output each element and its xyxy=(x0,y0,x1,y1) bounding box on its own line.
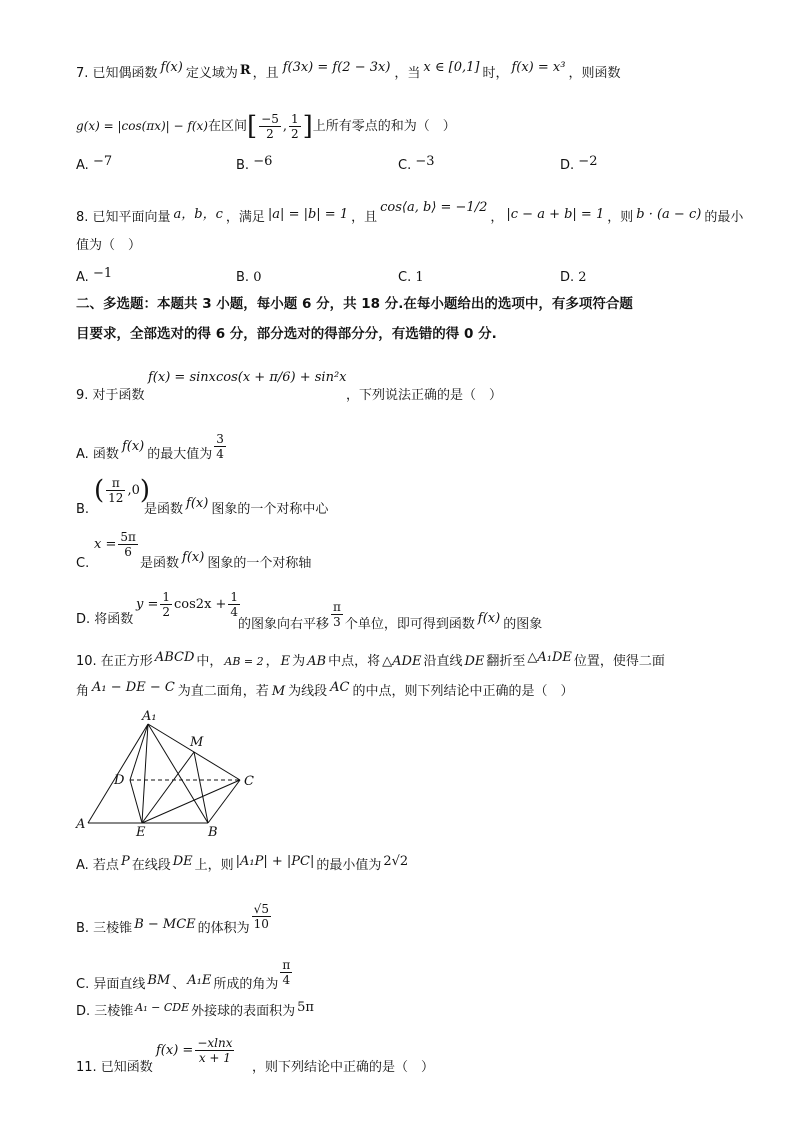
q10-line2b: 为直二面角，若 xyxy=(177,684,269,699)
q9-c-mid: 是函数 xyxy=(140,556,180,571)
q9-func: f(x) = sinxcos(x + π/6) + sin²x xyxy=(148,370,347,385)
q9-d-fx: f(x) xyxy=(477,611,501,626)
q10-midpt: 中点，将 xyxy=(328,654,381,669)
q10-d-val: 5π xyxy=(297,1000,314,1015)
q10-d-pre: D. 三棱锥 xyxy=(76,1004,134,1019)
q10-ab2: AB = 2 xyxy=(224,655,264,668)
q7-option-d[interactable] xyxy=(560,156,597,176)
q7-and: ，且 xyxy=(252,66,279,81)
q11-fx: f(x) = xyxy=(156,1043,194,1058)
q10-mid: 中， xyxy=(196,654,223,669)
q9-b-pi-12: $\frac{\pi}{12}$ xyxy=(108,476,124,505)
q10-AB: AB xyxy=(307,654,327,669)
q8-line1 xyxy=(76,200,744,228)
q10-fold: 翻折至 xyxy=(486,654,526,669)
q8-option-b[interactable] xyxy=(236,268,261,288)
q9-a-value: $\frac{3}{4}$ xyxy=(216,432,224,461)
label-c: C xyxy=(244,774,254,789)
q10-pyramid-figure xyxy=(72,706,272,838)
q9-b-paren-left: ( xyxy=(94,475,105,506)
edge-b-c xyxy=(208,780,240,823)
q7-neg-five-halves: $\frac{-5}{2}$ xyxy=(261,112,279,141)
q8-option-d[interactable] xyxy=(560,268,587,288)
q8-sep: ， xyxy=(490,210,504,225)
label-d: D xyxy=(114,773,125,788)
q7-cond: x ∈ [0,1] xyxy=(423,60,480,75)
q10-M: M xyxy=(271,684,286,699)
q8-line2 xyxy=(76,236,141,256)
q8-vecs: a，b，c xyxy=(173,207,223,222)
q10-d-tail: 外接球的表面积为 xyxy=(191,1004,296,1019)
q9-d-mid2: 个单位，即可得到函数 xyxy=(344,617,475,632)
q8-option-a[interactable] xyxy=(76,268,112,288)
q8-then: ，则 xyxy=(607,210,634,225)
option-label: A. xyxy=(76,158,89,173)
q8-cos: cos⟨a, b⟩ = −1/2 xyxy=(380,200,488,215)
option-value: 2 xyxy=(578,270,587,285)
q9-d-text: D. 将函数 xyxy=(76,612,134,627)
option-label: C. xyxy=(398,270,412,285)
q9-d-cos: cos2x + xyxy=(174,597,227,612)
q7-fx: f(x) xyxy=(160,60,183,75)
q10-a-DE: DE xyxy=(172,854,193,869)
q8-norm: |a| = |b| = 1 xyxy=(267,207,349,222)
q9-c-eq-wrap xyxy=(94,530,140,570)
q11-num: 11. 已知函数 xyxy=(76,1060,153,1075)
q7-then: ，则函数 xyxy=(568,66,621,81)
section2-line2: 目要求，全部选对的得 6 分，部分选对的得部分分，有选错的得 0 分. xyxy=(76,326,497,342)
q7-eq2: f(x) = x³ xyxy=(511,60,566,75)
q10-a-val: 2√2 xyxy=(383,854,409,869)
q10-along: 沿直线 xyxy=(423,654,463,669)
q7-bracket-left: [ xyxy=(246,111,258,142)
q7-eq1: f(3x) = f(2 − 3x) xyxy=(282,60,391,75)
q9-c-text: C. xyxy=(76,556,90,571)
q10-E: E xyxy=(280,654,291,669)
q7-shi: 时， xyxy=(482,66,509,81)
q9-d-shift: $\frac{\pi}{3}$ xyxy=(333,600,341,629)
option-label: D. xyxy=(560,270,575,285)
option-value: 1 xyxy=(415,270,424,285)
q9-d-y: y = xyxy=(136,597,159,612)
q8-expr: b · (a − c) xyxy=(636,207,702,222)
q9-a-fx: f(x) xyxy=(121,439,145,454)
q9-num: 9. 对于函数 xyxy=(76,388,145,403)
option-label: B. xyxy=(236,158,250,173)
q7-in-interval: 在区间 xyxy=(207,119,247,134)
q10-tri: △ADE xyxy=(382,654,422,669)
option-value: 0 xyxy=(253,270,262,285)
q7-option-c[interactable] xyxy=(398,156,435,176)
q10-c-BM: BM xyxy=(147,973,171,988)
option-label: C. xyxy=(398,158,412,173)
label-m: M xyxy=(190,735,204,750)
q7-line2 xyxy=(76,112,456,152)
q10-option-b[interactable] xyxy=(76,902,273,943)
q9-a-text: A. 函数 xyxy=(76,447,119,462)
q7-one-half: $\frac{1}{2}$ xyxy=(290,112,299,141)
q9-b-paren-right: ) xyxy=(139,475,150,506)
q9-d-eq-wrap xyxy=(136,590,242,630)
q9-b-mid: 是函数 xyxy=(144,502,184,517)
q8-and: ，且 xyxy=(351,210,378,225)
option-value: −3 xyxy=(415,154,435,169)
q9-b-fx: f(x) xyxy=(186,496,209,511)
q9-d-half: $\frac{1}{2}$ xyxy=(162,590,171,619)
q10-d-expr: A₁ − CDE xyxy=(135,1001,190,1014)
option-value: −6 xyxy=(253,154,273,169)
q8-satisfy: ，满足 xyxy=(225,210,265,225)
q9-stem-line xyxy=(76,386,145,406)
option-label: B. xyxy=(236,270,250,285)
q10-a-mid: 在线段 xyxy=(131,858,171,873)
q9-d-mid: 的图象向右平移 xyxy=(238,617,330,632)
option-label: A. xyxy=(76,270,89,285)
q8-stem: 8. 已知平面向量 xyxy=(76,210,171,225)
q10-option-c[interactable] xyxy=(76,958,294,999)
q9-a-tail: 的最大值为 xyxy=(147,447,213,462)
q10-tri2: △A₁DE xyxy=(527,650,572,665)
q10-c-tail: 所成的角为 xyxy=(213,977,279,992)
option-value: −2 xyxy=(578,154,598,169)
q9-b-text: B. xyxy=(76,502,90,517)
q7-bracket-right: ] xyxy=(302,111,313,142)
edge-d-e xyxy=(130,780,142,823)
q9-d-quarter: $\frac{1}{4}$ xyxy=(230,590,239,619)
q8-cond2: |c − a + b| = 1 xyxy=(506,207,605,222)
section2-line1: 二、多选题：本题共 3 小题，每小题 6 分，共 18 分.在每小题给出的选项中，有多项符合题 xyxy=(76,296,633,312)
q10-a-pre: A. 若点 xyxy=(76,858,119,873)
q9-c-5pi-6: $\frac{5\pi}{6}$ xyxy=(120,530,136,559)
q10-a-tail: 的最小值为 xyxy=(316,858,382,873)
q10-dihedral: A₁ − DE − C xyxy=(92,680,175,695)
q10-pos: 位置，使得二面 xyxy=(573,654,665,669)
q10-line2 xyxy=(76,682,574,702)
q8-line2-text: 值为（ ） xyxy=(76,238,142,253)
q11-func-wrap xyxy=(156,1036,236,1076)
q10-line1 xyxy=(76,652,665,672)
q7-domain-text: 定义域为 xyxy=(185,66,238,81)
q7-option-a[interactable] xyxy=(76,156,112,176)
option-value: −1 xyxy=(92,266,113,281)
q9-option-a[interactable] xyxy=(76,432,228,469)
q10-a-P: P xyxy=(120,854,130,869)
q10-text1: 10. 在正方形 xyxy=(76,654,153,669)
q9-option-c[interactable] xyxy=(76,554,89,574)
q9-c-fx: f(x) xyxy=(182,550,205,565)
q10-option-d[interactable] xyxy=(76,1002,314,1022)
q10-b-value: $\frac{√5}{10}$ xyxy=(253,902,269,931)
q10-AC: AC xyxy=(330,680,350,695)
q10-is: 为 xyxy=(292,654,306,669)
q9-c-rest xyxy=(140,550,312,574)
q9-d-tail: 的图象 xyxy=(503,617,543,632)
q11-num-line xyxy=(76,1058,153,1078)
q10-option-a[interactable] xyxy=(76,856,408,876)
q9-b-point-wrap xyxy=(94,476,150,516)
q8-tail: 的最小 xyxy=(704,210,744,225)
q9-d-rest xyxy=(238,600,543,639)
q7-comma: , xyxy=(282,119,287,134)
q10-c-A1E: A₁E xyxy=(187,973,212,988)
q10-b-expr: B − MCE xyxy=(134,917,196,932)
q10-c-value: $\frac{\pi}{4}$ xyxy=(282,958,291,987)
q9-c-tail: 图象的一个对称轴 xyxy=(207,556,312,571)
q10-abcd: ABCD xyxy=(154,650,195,665)
q9-b-zero: ,0 xyxy=(127,483,140,498)
q8-option-c[interactable] xyxy=(398,268,424,288)
q10-c-sep: 、 xyxy=(172,977,186,992)
q7-R: R xyxy=(239,63,251,78)
q10-c-pre: C. 异面直线 xyxy=(76,977,146,992)
label-e: E xyxy=(136,825,146,838)
q9-tail: ，下列说法正确的是（ ） xyxy=(346,388,503,403)
q11-frac: $\frac{-xlnx}{x + 1}$ xyxy=(197,1036,233,1065)
q11-tail: ，则下列结论中正确的是（ ） xyxy=(252,1060,435,1075)
q7-line1 xyxy=(76,60,621,84)
q7-option-b[interactable] xyxy=(236,156,272,176)
q9-b-tail: 图象的一个对称中心 xyxy=(211,502,329,517)
label-a: A xyxy=(76,817,86,832)
q10-line2d: 的中点，则下列结论中正确的是（ ） xyxy=(352,684,574,699)
q7-when: ，当 xyxy=(394,66,421,81)
label-a1: A₁ xyxy=(142,709,157,724)
q9-c-x: x = xyxy=(94,537,117,552)
q10-a-expr: |A₁P| + |PC| xyxy=(235,854,315,869)
q7-g-expr: g(x) = |cos(πx)| − f(x) xyxy=(76,119,208,133)
option-value: −7 xyxy=(92,154,113,169)
edge-e-c xyxy=(142,780,240,823)
option-label: D. xyxy=(560,158,575,173)
q7-stem: 7. 已知偶函数 xyxy=(76,66,158,81)
q10-line2c: 为线段 xyxy=(288,684,328,699)
q9-option-b[interactable] xyxy=(76,500,89,520)
q10-a-mid2: 上，则 xyxy=(194,858,234,873)
q10-b-tail: 的体积为 xyxy=(197,921,250,936)
q9-option-d[interactable] xyxy=(76,610,133,630)
q10-line2a: 角 xyxy=(76,684,90,699)
q10-b-pre: B. 三棱锥 xyxy=(76,921,133,936)
q10-comma: ， xyxy=(265,654,279,669)
q9-b-rest xyxy=(144,496,329,520)
label-b: B xyxy=(208,825,218,838)
q7-tail: 上所有零点的和为（ ） xyxy=(312,119,456,134)
q10-DE: DE xyxy=(464,654,485,669)
